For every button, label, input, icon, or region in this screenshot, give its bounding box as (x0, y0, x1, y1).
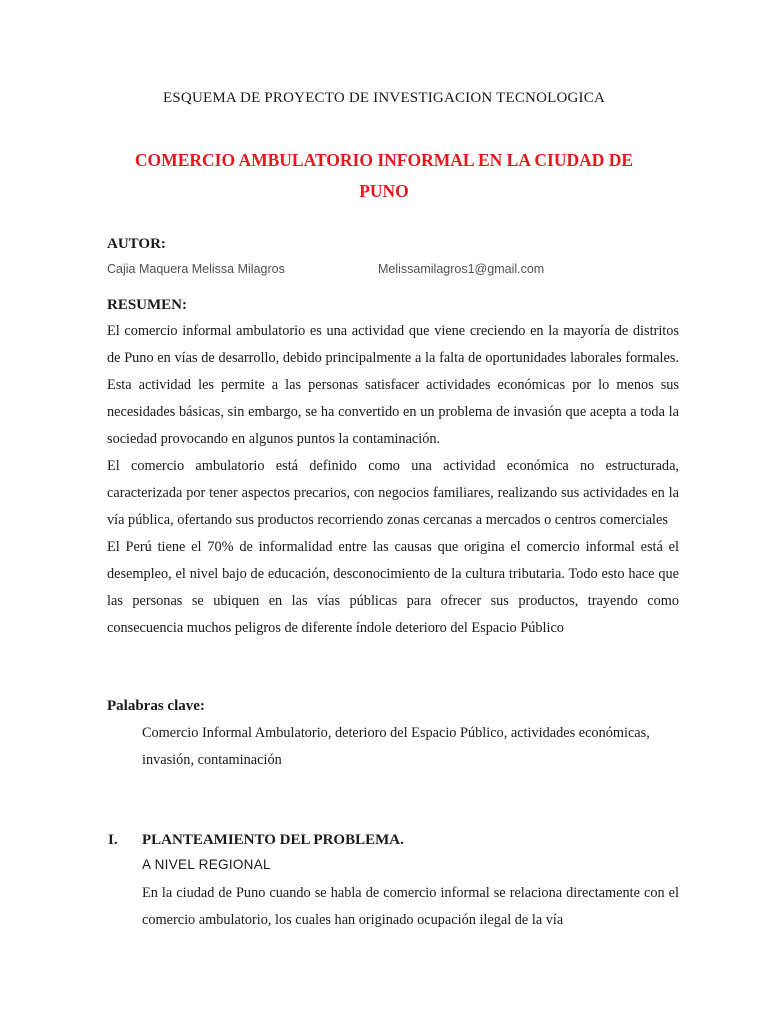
abstract-body (107, 318, 679, 642)
document-header: ESQUEMA DE PROYECTO DE INVESTIGACION TECNOLOGICA (163, 90, 605, 106)
section-subtitle: A NIVEL REGIONAL (142, 857, 271, 872)
keywords-label: Palabras clave: (107, 698, 205, 714)
author-label: AUTOR: (107, 236, 166, 252)
author-name: Cajia Maquera Melissa Milagros (107, 262, 285, 276)
abstract-paragraph-3: El Perú tiene el 70% de informalidad entre las causas que origina el comercio informal está el desempleo, el nivel bajo de educación, desconocimiento de la cultura tributaria. Todo esto hace que las personas se ubiquen en las vías públicas para ofrecer sus productos, trayendo como consecuencia muchos peligros de diferente índole deterioro del Espacio Público (107, 539, 679, 636)
abstract-label: RESUMEN: (107, 297, 188, 313)
section-body: En la ciudad de Puno cuando se habla de comercio informal se relaciona directamente con el comercio ambulatorio, los cuales han originado ocupación ilegal de la vía (142, 885, 679, 928)
document-title: COMERCIO AMBULATORIO INFORMAL EN LA CIUDAD DE PUNO (134, 150, 634, 201)
abstract-paragraph-2: El comercio ambulatorio está definido como una actividad económica no estructurada, caracterizada por tener aspectos precarios, con negocios familiares, realizando sus actividades en la vía pública, ofertando sus productos recorriendo zonas cercanas a mercados o centros comerciales (107, 458, 679, 528)
section-number: I. (108, 832, 118, 848)
abstract-paragraph-1: El comercio informal ambulatorio es una actividad que viene creciendo en la mayoría de distritos de Puno en vías de desarrollo, debido principalmente a la falta de oportunidades laborales formales. Esta actividad les permite a las personas satisfacer actividades económicas por lo menos sus necesidades básicas, sin embargo, se ha convertido en un problema de invasión que acepta a toda la sociedad provocando en algunos puntos la contaminación. (107, 323, 679, 447)
author-email: Melissamilagros1@gmail.com (378, 262, 545, 276)
keywords-text: Comercio Informal Ambulatorio, deterioro del Espacio Público, actividades económicas, invasión, contaminación (142, 725, 650, 768)
section-title: PLANTEAMIENTO DEL PROBLEMA. (142, 832, 404, 848)
